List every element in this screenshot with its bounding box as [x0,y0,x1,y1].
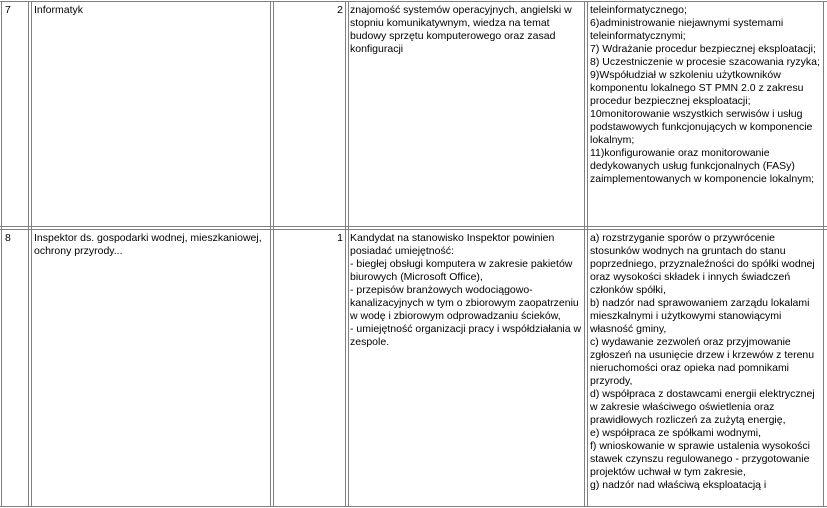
duty-item: a) rozstrzyganie sporów o przywrócenie stosunków wodnych na gruntach do stanu poprzedniego, przyznaleźności do spółki wodnej oraz wysokości składek i innych świadczeń członków spółki, [590,232,815,296]
duty-item: e) współpraca ze spółkami wodnymi, [590,427,761,439]
requirement-line: - umiejętność organizacji pracy i współdziałania w zespole. [350,323,582,348]
duty-item: 8) Uczestniczenie w procesie szacowania ryzyka; [590,56,820,68]
col-border [273,1,274,507]
row-7-requirements: znajomość systemów operacyjnych, angielski w stopniu komunikatywnym, wiedza na temat budowy sprzętu komputerowego oraz zasad konfiguracji [350,4,572,55]
duty-item: f) wnioskowanie w sprawie ustalenia wysokości stawek czynszu regulowanego - przygotowanie projektów uchwał w tym zakresie, [590,440,811,478]
row-7-bottom-border [0,226,827,227]
col-border [28,1,29,507]
row-7-top-border [0,1,827,2]
requirement-line: - przepisów branżowych wodociągowo-kanalizacyjnych w tym o zbiorowym zaopatrzeniu w wodę i zbiorowym odprowadzaniu ścieków, [350,284,579,322]
duty-item: 6)administrowanie niejawnymi systemami teleinformatycznymi; [590,17,784,42]
col-border [345,1,346,507]
col-border [348,1,349,507]
duty-item: c) wydawanie zezwoleń oraz przyjmowanie zgłoszeń na usunięcie drzew i krzewów z terenu nieruchomości oraz opieka nad pomnikami przyrody, [590,336,815,387]
row-7-lp: 7 [5,4,11,16]
row-8-lp: 8 [5,232,11,244]
duty-item: 11)konfigurowanie oraz monitorowanie dedykowanych usług funkcjonalnych (FASy) zaimplementowanych w komponencie lokalnym; [590,147,815,185]
row-7-count: 2 [337,4,343,16]
col-border [1,1,2,507]
requirement-line: - biegłej obsługi komputera w zakresie pakietów biurowych (Microsoft Office), [350,258,573,283]
col-border [584,1,585,507]
duty-item: teleinformatycznego; [590,4,687,16]
row-8-bottom-border [0,506,827,507]
row-8-top-border [0,229,827,230]
row-8-duties [590,232,822,504]
requirement-line: Kandydat na stanowisko Inspektor powinien posiadać umiejętność: [350,232,555,257]
duty-item: g) nadzór nad właściwą eksploatacją i [590,479,767,491]
row-7-duties [590,4,826,186]
row-8-position: Inspektor ds. gospodarki wodnej, mieszkaniowej, ochrony przyrody... [34,232,262,257]
row-7-position: Informatyk [34,4,84,16]
duty-item: b) nadzór nad sprawowaniem zarządu lokalami mieszkalnymi i użytkowymi stanowiącymi własność gminy, [590,297,810,335]
col-border [270,1,271,507]
col-border [587,1,588,507]
duty-item: 7) Wdrażanie procedur bezpiecznej eksploatacji; [590,43,816,55]
duty-item: 9)Współudział w szkoleniu użytkowników komponentu lokalnego ST PMN 2.0 z zakresu procedur bezpiecznej eksploatacji; [590,69,804,107]
row-8-requirements [350,232,582,349]
row-8-count: 1 [337,232,343,244]
col-border [31,1,32,507]
duty-item: d) współpraca z dostawcami energii elektrycznej w zakresie właściwego oświetlenia oraz prawidłowych rozliczeń za zużytą energię, [590,388,815,426]
duty-item: 10monitorowanie wszystkich serwisów i usług podstawowych funkcjonujących w komponencie lokalnym; [590,108,813,146]
